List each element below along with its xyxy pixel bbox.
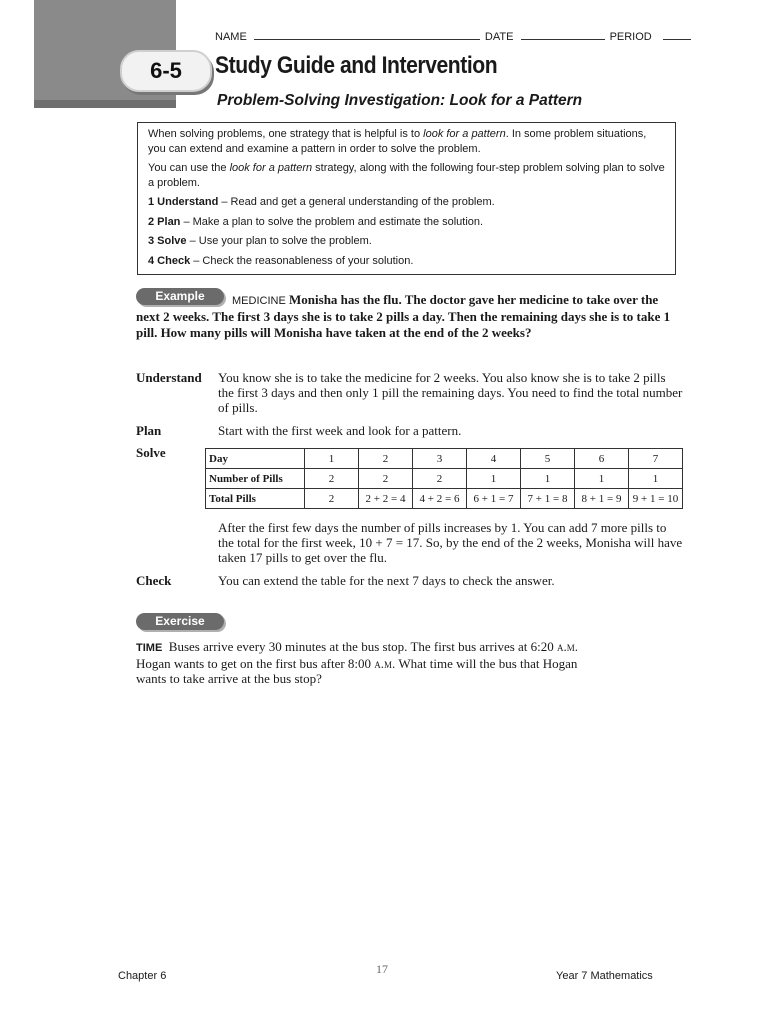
- row-header: Number of Pills: [206, 469, 305, 489]
- solve-text: After the first few days the number of pills increases by 1. You can add 7 more pills to the total for the first week, 10 + 7 = 17. So, by the end of the 2 weeks, Monisha will have taken 17 pills to get over the flu.: [218, 520, 683, 565]
- am-label: a.m.: [374, 656, 396, 671]
- name-blank[interactable]: [254, 30, 480, 40]
- page-title: Study Guide and Intervention: [215, 52, 498, 79]
- table-cell: 4 + 2 = 6: [413, 489, 467, 509]
- step-label: 4 Check: [148, 254, 191, 267]
- table-cell: 7: [629, 449, 683, 469]
- table-cell: 1: [521, 469, 575, 489]
- table-cell: 1: [575, 469, 629, 489]
- step-solve: [148, 234, 665, 249]
- pills-table: [205, 448, 683, 509]
- table-row: [206, 489, 683, 509]
- footer-course: Year 7 Mathematics: [556, 970, 653, 982]
- table-cell: 8 + 1 = 9: [575, 489, 629, 509]
- name-label: NAME: [215, 31, 247, 43]
- table-cell: 6: [575, 449, 629, 469]
- intro-paragraph-1: [148, 127, 665, 156]
- table-cell: 2: [359, 449, 413, 469]
- example-problem: [136, 292, 681, 341]
- exercise-problem: [136, 639, 596, 686]
- step-text: – Use your plan to solve the problem.: [186, 235, 372, 247]
- step-label: 3 Solve: [148, 235, 187, 247]
- exercise-text: What time will the bus that Hogan wants to take arrive at the bus stop?: [136, 656, 578, 686]
- table-cell: 2 + 2 = 4: [359, 489, 413, 509]
- lesson-number-tab: 6-5: [120, 50, 212, 92]
- intro-emphasis: look for a pattern: [423, 128, 506, 140]
- table-cell: 2: [305, 489, 359, 509]
- table-cell: 4: [467, 449, 521, 469]
- exercise-text: Buses arrive every 30 minutes at the bus stop. The first bus arrives at 6:20: [168, 639, 558, 654]
- table-cell: 1: [305, 449, 359, 469]
- table-cell: 5: [521, 449, 575, 469]
- understand-text: You know she is to take the medicine for 2 weeks. You also know she is to take 2 pills the first 3 days and then only 1 pill the remaining days. You need to find the total number of pills.: [218, 370, 683, 415]
- table-cell: 1: [629, 469, 683, 489]
- period-blank[interactable]: [663, 30, 691, 40]
- table-cell: 2: [359, 469, 413, 489]
- am-label: a.m.: [557, 639, 579, 654]
- date-label: DATE: [484, 31, 514, 43]
- intro-paragraph-2: [148, 161, 665, 190]
- page-subtitle: Problem-Solving Investigation: Look for a Pattern: [217, 92, 583, 109]
- table-cell: 6 + 1 = 7: [467, 489, 521, 509]
- intro-emphasis: look for a pattern: [229, 162, 313, 174]
- row-header: Day: [206, 449, 305, 469]
- example-problem-text: Monisha has the flu. The doctor gave her medicine to take over the next 2 weeks. The first 3 days she is to take 2 pills a day. Then the remaining days she is to take 1 pill. How many pills will Monisha have taken at the end of the 2 weeks?: [136, 292, 671, 340]
- intro-text: strategy, along with the following four-step problem solving plan to solve a problem.: [148, 162, 665, 189]
- table-cell: 1: [467, 469, 521, 489]
- check-label: Check: [136, 573, 172, 588]
- date-blank[interactable]: [521, 30, 605, 40]
- table-cell: 2: [305, 469, 359, 489]
- page-number: 17: [376, 962, 388, 976]
- table-cell: 3: [413, 449, 467, 469]
- example-badge: Example: [136, 288, 224, 305]
- row-header: Total Pills: [206, 489, 305, 509]
- step-label: 1 Understand: [148, 196, 219, 208]
- step-check: [148, 254, 665, 269]
- footer-chapter: Chapter 6: [118, 970, 167, 982]
- step-plan: [148, 215, 665, 230]
- step-text: – Check the reasonableness of your solution.: [190, 254, 414, 267]
- table-cell: 9 + 1 = 10: [629, 489, 683, 509]
- period-label: PERIOD: [609, 31, 652, 43]
- intro-text: . In some problem situations, you can extend and examine a pattern in order to solve the problem.: [148, 128, 647, 155]
- exercise-badge: Exercise: [136, 613, 224, 630]
- table-row: [206, 449, 683, 469]
- table-cell: 7 + 1 = 8: [521, 489, 575, 509]
- step-label: 2 Plan: [148, 215, 181, 228]
- understand-label: Understand: [136, 370, 202, 385]
- plan-text: Start with the first week and look for a pattern.: [218, 423, 462, 438]
- exercise-keyword: TIME: [136, 642, 163, 654]
- table-cell: 2: [413, 469, 467, 489]
- solve-label: Solve: [136, 445, 166, 460]
- check-text: You can extend the table for the next 7 days to check the answer.: [218, 573, 555, 588]
- exercise-text: Hogan wants to get on the first bus after 8:00: [136, 656, 375, 671]
- header-fields: [215, 30, 691, 43]
- step-text: – Read and get a general understanding of the problem.: [218, 196, 495, 208]
- table-row: [206, 469, 683, 489]
- intro-text: You can use the: [148, 162, 230, 174]
- strategy-box: [137, 122, 676, 275]
- corner-shade: [34, 100, 176, 108]
- plan-label: Plan: [136, 423, 162, 438]
- step-text: – Make a plan to solve the problem and estimate the solution.: [180, 215, 484, 228]
- example-keyword: MEDICINE: [232, 295, 286, 307]
- intro-text: When solving problems, one strategy that is helpful is to: [148, 128, 424, 140]
- step-understand: [148, 195, 665, 210]
